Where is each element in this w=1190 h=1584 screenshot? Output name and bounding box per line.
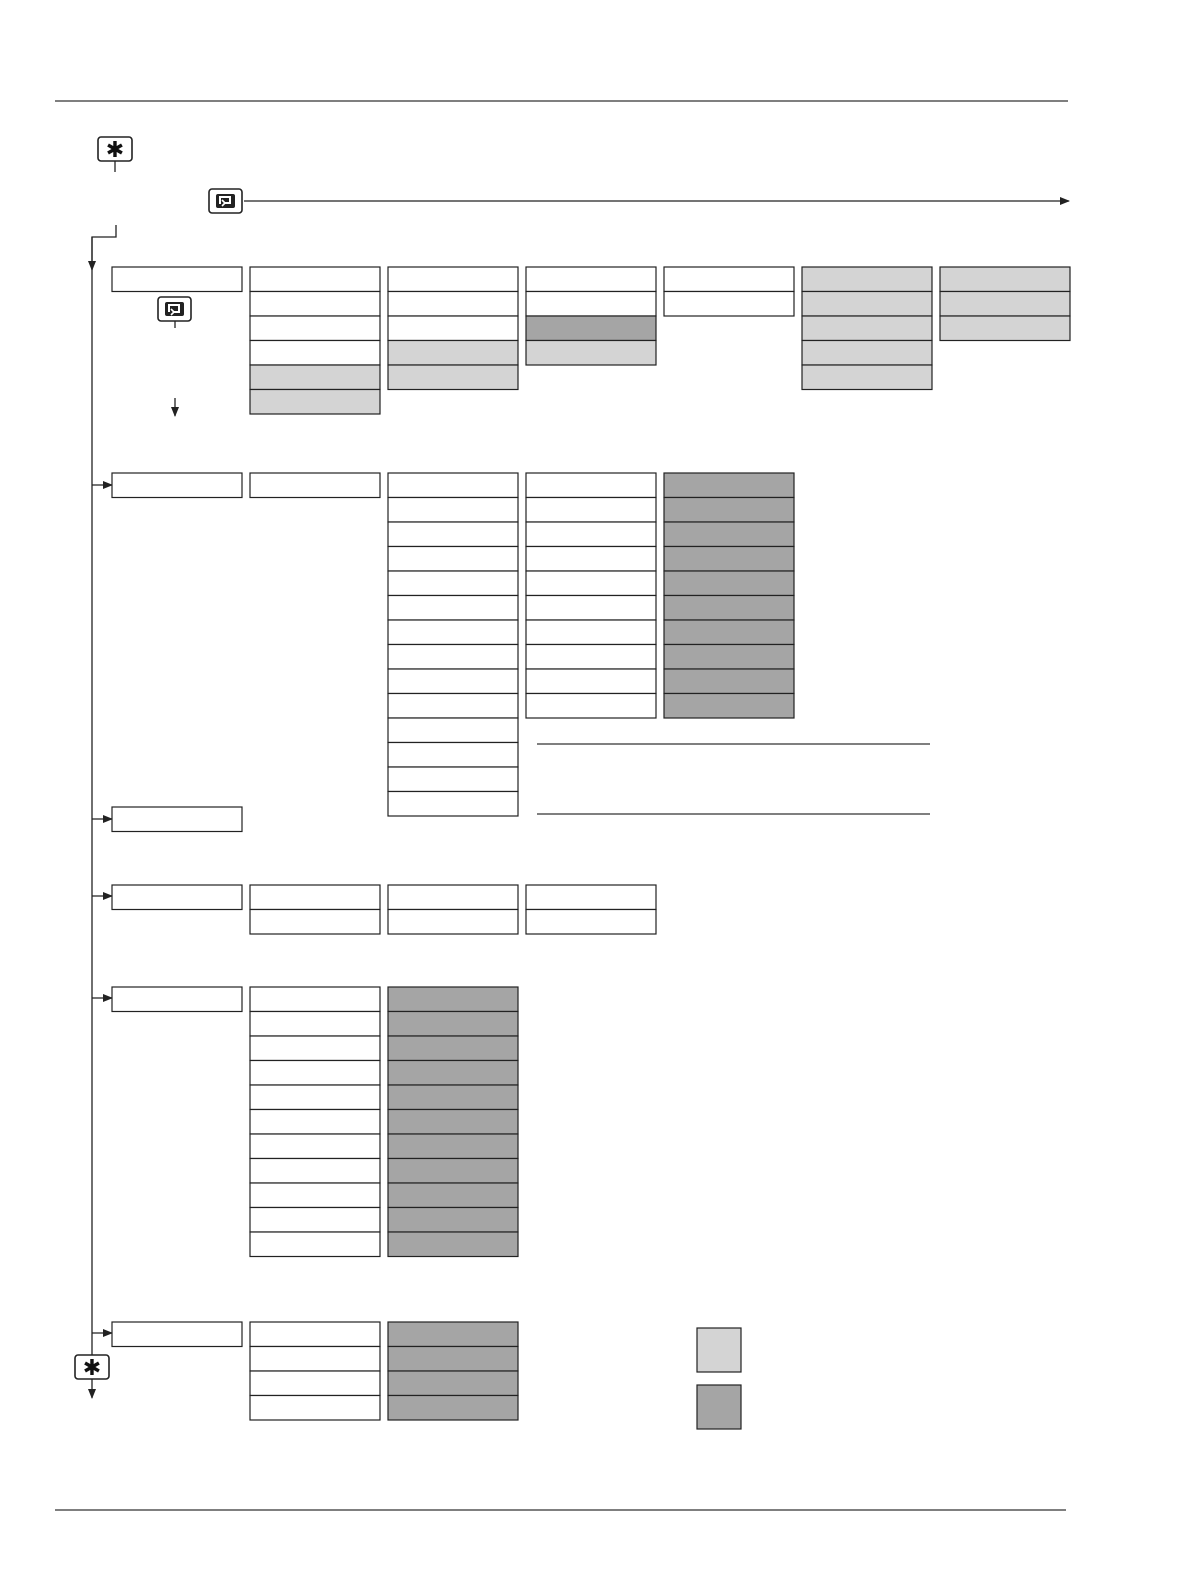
menu-option-box [388,1232,518,1257]
menu-option-box [664,694,794,719]
menu-option-box [250,1232,380,1257]
menu-option-box [250,341,380,366]
menu-head-box [112,473,242,498]
menu-option-box [664,292,794,317]
menu-option-box [388,571,518,596]
menu-option-box [250,473,380,498]
menu-option-box [664,620,794,645]
menu-option-box [388,694,518,719]
menu-option-box [940,267,1070,292]
menu-option-box [526,292,656,317]
menu-option-box [250,1159,380,1184]
asterisk-icon[interactable] [98,137,132,163]
menu-option-box [388,1012,518,1037]
menu-option-box [250,1371,380,1396]
menu-option-box [388,1036,518,1061]
menu-option-box [526,645,656,670]
menu-option-box [664,645,794,670]
menu-option-box [250,1208,380,1233]
menu-option-box [526,316,656,341]
menu-option-box [250,1110,380,1135]
menu-option-box [250,1347,380,1372]
menu-option-box [388,522,518,547]
return-arrow-icon[interactable] [209,189,242,213]
menu-option-box [388,498,518,523]
menu-option-box [526,620,656,645]
menu-option-box [250,1183,380,1208]
menu-option-box [526,910,656,935]
menu-option-box [940,292,1070,317]
menu-option-box [388,743,518,768]
menu-option-box [388,1061,518,1086]
menu-head-box [112,987,242,1012]
menu-option-box [388,547,518,572]
menu-option-box [526,885,656,910]
menu-option-box [388,767,518,792]
menu-head-box [112,807,242,832]
menu-head-box [112,1322,242,1347]
menu-option-box [664,669,794,694]
menu-option-box [388,596,518,621]
menu-option-box [250,987,380,1012]
menu-option-box [664,522,794,547]
menu-option-box [250,267,380,292]
menu-option-box [388,267,518,292]
menu-option-box [664,547,794,572]
menu-option-box [388,910,518,935]
menu-option-box [526,473,656,498]
asterisk-icon[interactable] [75,1355,109,1381]
menu-option-box [388,1396,518,1421]
menu-option-box [388,1371,518,1396]
menu-option-box [664,473,794,498]
menu-option-box [388,620,518,645]
menu-option-box [388,1085,518,1110]
menu-option-box [526,522,656,547]
menu-option-box [802,316,932,341]
menu-option-box [250,365,380,390]
legend-swatch [697,1385,741,1429]
legend-swatch [697,1328,741,1372]
menu-option-box [388,341,518,366]
menu-option-box [388,292,518,317]
menu-option-box [664,571,794,596]
menu-option-box [526,596,656,621]
menu-option-box [802,365,932,390]
menu-option-box [388,987,518,1012]
menu-option-box [388,1134,518,1159]
menu-head-box [112,267,242,292]
menu-option-box [526,694,656,719]
menu-option-box [664,596,794,621]
menu-option-box [388,1322,518,1347]
menu-option-box [250,1061,380,1086]
menu-option-box [250,316,380,341]
menu-option-box [388,365,518,390]
menu-option-box [388,645,518,670]
menu-option-box [802,267,932,292]
menu-option-box [250,1396,380,1421]
menu-option-box [388,316,518,341]
menu-option-box [940,316,1070,341]
menu-option-box [388,1110,518,1135]
menu-option-box [250,1085,380,1110]
menu-option-box [388,1347,518,1372]
svg-text:✱: ✱ [105,138,125,163]
menu-option-box [526,571,656,596]
menu-option-box [526,547,656,572]
svg-text:✱: ✱ [82,1356,102,1381]
menu-option-box [388,473,518,498]
menu-option-box [250,1322,380,1347]
menu-option-box [250,1134,380,1159]
menu-option-box [250,1012,380,1037]
menu-option-box [388,1159,518,1184]
menu-option-box [250,292,380,317]
menu-option-box [388,1208,518,1233]
menu-option-box [250,910,380,935]
menu-option-box [388,718,518,743]
menu-option-box [250,1036,380,1061]
menu-option-box [388,885,518,910]
legend [697,1328,741,1429]
enter-arrow-icon[interactable] [158,297,191,321]
menu-head-box [112,885,242,910]
menu-option-box [388,792,518,817]
menu-boxes [112,267,1070,1420]
menu-option-box [388,669,518,694]
menu-option-box [526,267,656,292]
menu-option-box [664,498,794,523]
menu-option-box [526,341,656,366]
menu-option-box [250,390,380,415]
menu-option-box [526,669,656,694]
menu-option-box [664,267,794,292]
menu-option-box [388,1183,518,1208]
menu-option-box [526,498,656,523]
menu-option-box [250,885,380,910]
menu-option-box [802,341,932,366]
menu-option-box [802,292,932,317]
